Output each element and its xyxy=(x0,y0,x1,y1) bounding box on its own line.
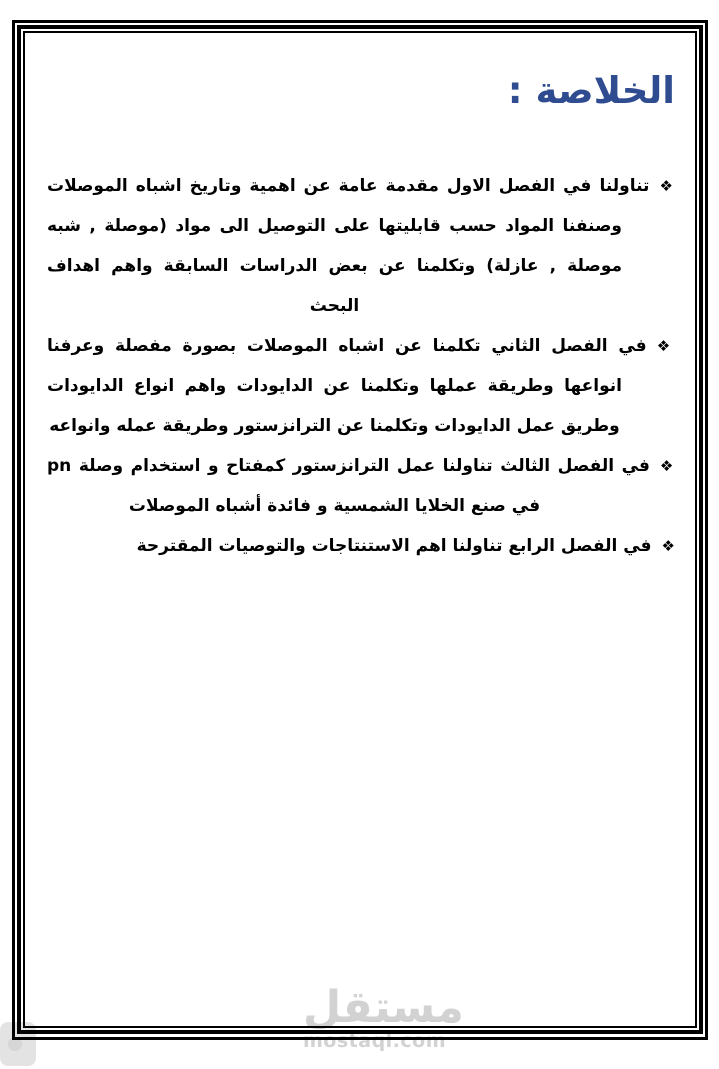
bullet-text: في الفصل الثاني تكلمنا عن اشباه الموصلات بصورة مفصلة وعرفنا انواعها وطريقة عملها وتكلمنا عن الدايودات واهم انواع الدايودات وطريق عمل الدايودات وتكلمنا عن الترانزستور وطريقة عمله وانواعه xyxy=(47,336,647,436)
bullet-diamond-icon: ❖ xyxy=(656,337,675,355)
bullet-text: في الفصل الثالث تناولنا عمل الترانزستور كمفتاح و استخدام وصلة pn في صنع الخلايا الشمسية و فائدة أشباه الموصلات xyxy=(47,456,650,516)
watermark-mostaql xyxy=(303,982,464,1052)
watermark-badge-dot xyxy=(8,1037,22,1051)
page-title: الخلاصة : xyxy=(507,69,675,112)
list-item xyxy=(47,166,675,326)
watermark-mostaql-domain: mostaql.com xyxy=(303,1030,447,1052)
bullet-diamond-icon: ❖ xyxy=(661,537,675,555)
bullet-diamond-icon: ❖ xyxy=(659,457,675,475)
watermark-mostaql-arabic: مستقل xyxy=(303,982,464,1033)
bullet-diamond-icon: ❖ xyxy=(659,177,675,195)
bullet-text: في الفصل الرابع تناولنا اهم الاستنتاجات والتوصيات المقترحة xyxy=(136,536,652,556)
summary-section xyxy=(47,66,675,566)
list-item xyxy=(47,326,675,446)
watermark-badge-icon xyxy=(0,1022,36,1066)
bullet-text: تناولنا في الفصل الاول مقدمة عامة عن اهمية وتاريخ اشباه الموصلات وصنفنا المواد حسب قابليتها على التوصيل الى مواد (موصلة , شبه موصلة , عازلة) وتكلمنا عن بعض الدراسات السابقة واهم اهداف البحث xyxy=(47,176,650,316)
list-item xyxy=(47,446,675,526)
list-item xyxy=(47,526,675,566)
summary-list xyxy=(47,166,675,566)
